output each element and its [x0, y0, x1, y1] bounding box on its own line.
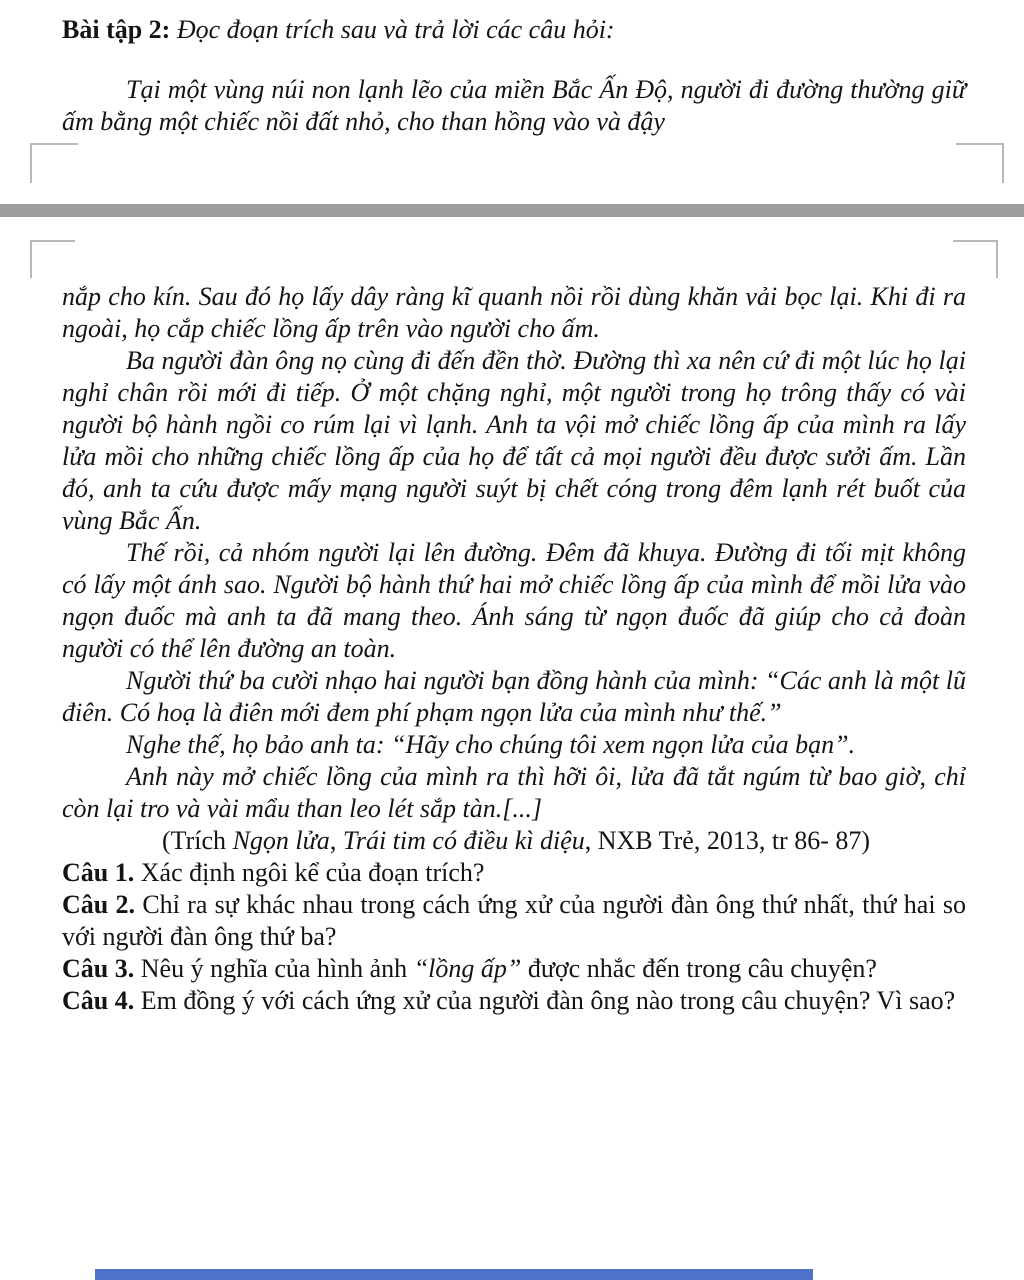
- question-3-label: Câu 3.: [62, 954, 135, 983]
- passage-paragraph-1: nắp cho kín. Sau đó họ lấy dây ràng kĩ quanh nồi rồi dùng khăn vải bọc lại. Khi đi ra ngoài, họ cắp chiếc lồng ấp trên vào người cho ấm.: [62, 282, 966, 343]
- source-excerpt-title: Ngọn lửa: [232, 826, 330, 855]
- passage-paragraph-5: Nghe thế, họ bảo anh ta: “Hãy cho chúng tôi xem ngọn lửa của bạn”.: [126, 730, 856, 759]
- question-3-italic-term: “lồng ấp”: [413, 954, 522, 983]
- page1-bottom-left-crop-mark-icon: [30, 143, 78, 183]
- source-book-title: Trái tim có điều kì diệu: [342, 826, 585, 855]
- question-2: [62, 889, 966, 953]
- source-separator: ,: [329, 826, 343, 855]
- question-4-text: Em đồng ý với cách ứng xử của người đàn ông nào trong câu chuyện? Vì sao?: [134, 986, 956, 1015]
- passage-paragraph-2: Ba người đàn ông nọ cùng đi đến đền thờ. Đường thì xa nên cứ đi một lúc họ lại nghỉ chân rồi mới đi tiếp. Ở một chặng nghỉ, một người trong họ trông thấy có vài người bộ hành ngồi co rúm lại vì lạnh. Anh ta vội mở chiếc lồng ấp của mình ra lấy lửa mồi cho những chiếc lồng ấp của họ để tất cả mọi người đều được sưởi ấm. Lần đó, anh ta cứu được mấy mạng người suýt bị chết cóng trong đêm lạnh rét buốt của vùng Bắc Ấn.: [62, 346, 966, 535]
- passage-paragraph-4: Người thứ ba cười nhạo hai người bạn đồng hành của mình: “Các anh là một lũ điên. Có hoạ là điên mới đem phí phạm ngọn lửa của mình như thế.”: [62, 666, 966, 727]
- page-break-separator-bar: [0, 204, 1024, 217]
- source-publisher-info: , NXB Trẻ, 2013, tr 86- 87): [584, 826, 871, 855]
- page-1-text-block: [0, 0, 1024, 138]
- question-3: [62, 953, 966, 985]
- question-1-text: Xác định ngôi kể của đoạn trích?: [134, 858, 485, 887]
- question-3-text-before: Nêu ý nghĩa của hình ảnh: [134, 954, 414, 983]
- page2-top-left-crop-mark-icon: [30, 240, 75, 278]
- exercise-heading: [62, 14, 966, 46]
- source-prefix: (Trích: [162, 826, 233, 855]
- question-4: [62, 985, 966, 1017]
- question-2-text: Chỉ ra sự khác nhau trong cách ứng xử của người đàn ông thứ nhất, thứ hai so với người đàn ông thứ ba?: [62, 890, 966, 951]
- page2-top-right-crop-mark-icon: [953, 240, 998, 278]
- page1-bottom-right-crop-mark-icon: [956, 143, 1004, 183]
- passage-paragraph-3: Thế rồi, cả nhóm người lại lên đường. Đêm đã khuya. Đường đi tối mịt không có lấy một ánh sao. Người bộ hành thứ hai mở chiếc lồng ấp của mình để mồi lửa vào ngọn đuốc mà anh ta đã mang theo. Ánh sáng từ ngọn đuốc đã giúp cho cả đoàn người có thể lên đường an toàn.: [62, 538, 966, 663]
- bottom-blue-bar: [95, 1269, 813, 1280]
- passage-paragraph-6: Anh này mở chiếc lồng của mình ra thì hỡi ôi, lửa đã tắt ngúm từ bao giờ, chỉ còn lại tro và vài mẩu than leo lét sắp tàn.[...]: [62, 762, 966, 823]
- question-4-label: Câu 4.: [62, 986, 135, 1015]
- question-2-label: Câu 2.: [62, 890, 136, 919]
- exercise-instruction: Đọc đoạn trích sau và trả lời các câu hỏi:: [170, 15, 615, 44]
- question-3-text-after: được nhắc đến trong câu chuyện?: [521, 954, 877, 983]
- exercise-label: Bài tập 2:: [62, 15, 171, 44]
- source-citation: [62, 825, 966, 857]
- question-1: [62, 857, 966, 889]
- question-1-label: Câu 1.: [62, 858, 135, 887]
- page-break-zone: [0, 138, 1024, 281]
- passage-opening-paragraph: Tại một vùng núi non lạnh lẽo của miền Bắc Ấn Độ, người đi đường thường giữ ấm bằng một chiếc nồi đất nhỏ, cho than hồng vào và đậy: [62, 75, 966, 136]
- page-2-text-block: [0, 281, 1024, 1017]
